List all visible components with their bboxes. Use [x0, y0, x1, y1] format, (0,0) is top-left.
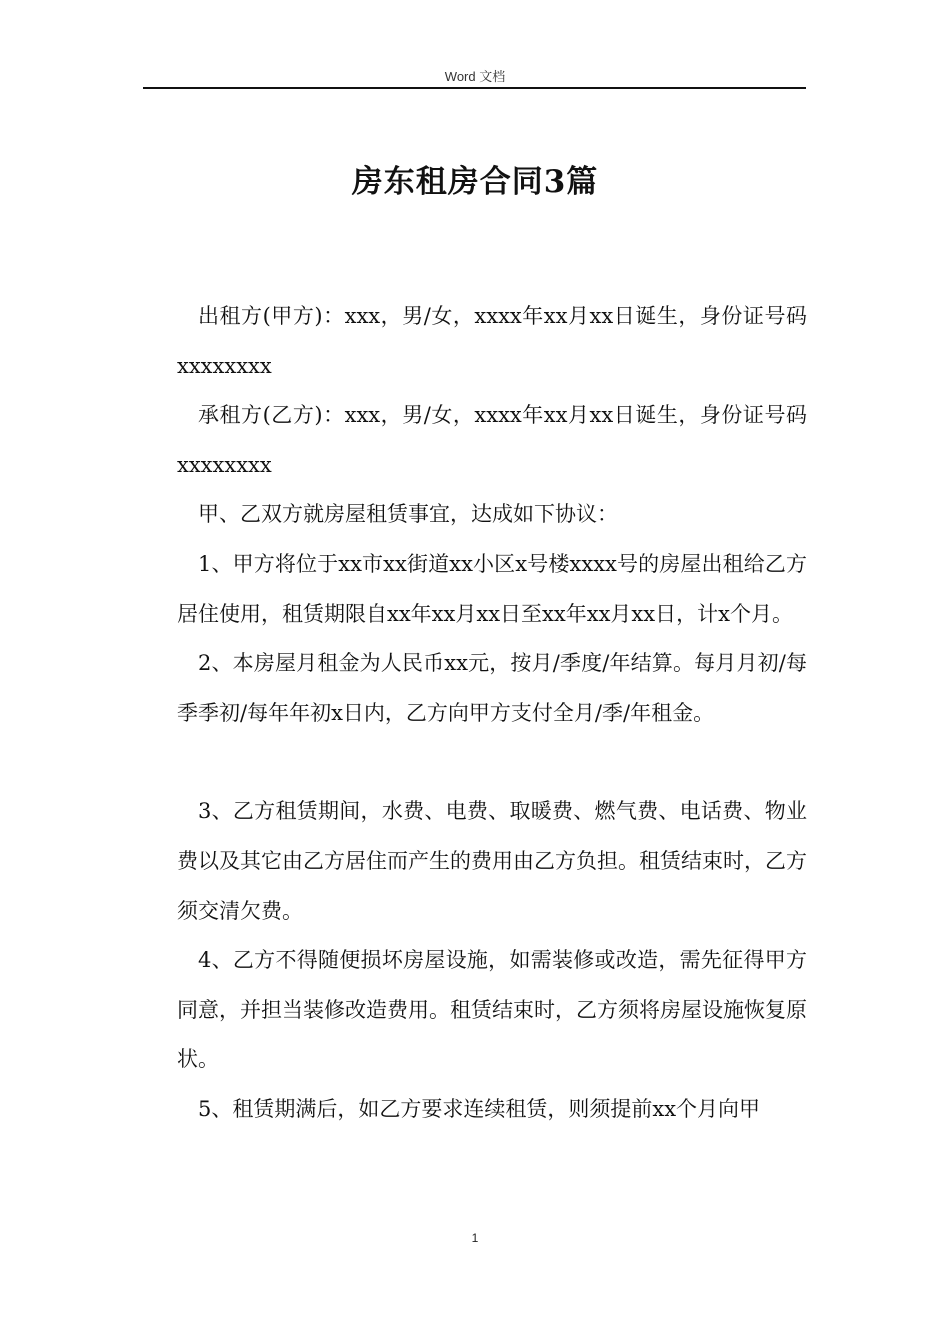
- paragraph-lessor: 出租方(甲方)：xxx，男/女，xxxx年xx月xx日诞生，身份证号码xxxxxxxx: [177, 304, 807, 378]
- paragraph-clause-3: 3、乙方租赁期间，水费、电费、取暖费、燃气费、电话费、物业费以及其它由乙方居住而产生的费用由乙方负担。租赁结束时，乙方须交清欠费。: [177, 799, 807, 923]
- paragraph-lessee: 承租方(乙方)：xxx，男/女，xxxx年xx月xx日诞生，身份证号码xxxxxxxx: [177, 403, 807, 477]
- paragraph-clause-5: 5、租赁期满后，如乙方要求连续租赁，则须提前xx个月向甲: [198, 1096, 761, 1121]
- paragraph-clause-2: 2、本房屋月租金为人民币xx元，按月/季度/年结算。每月月初/每季季初/每年年初x日内，乙方向甲方支付全月/季/年租金。: [177, 651, 807, 725]
- paragraph-clause-1: 1、甲方将位于xx市xx街道xx小区x号楼xxxx号的房屋出租给乙方居住使用，租赁期限自xx年xx月xx日至xx年xx月xx日，计x个月。: [177, 551, 807, 626]
- header-divider: [143, 87, 806, 89]
- paragraph-agreement-intro: 甲、乙双方就房屋租赁事宜，达成如下协议：: [198, 502, 618, 527]
- document-body: [177, 292, 807, 1135]
- page-header: Word 文档: [444, 69, 506, 84]
- page-number: 1: [471, 1231, 479, 1245]
- paragraph-clause-4: 4、乙方不得随便损坏房屋设施，如需装修或改造，需先征得甲方同意，并担当装修改造费用。租赁结束时，乙方须将房屋设施恢复原状。: [177, 948, 807, 1072]
- document-title: 房东租房合同3篇: [351, 164, 599, 200]
